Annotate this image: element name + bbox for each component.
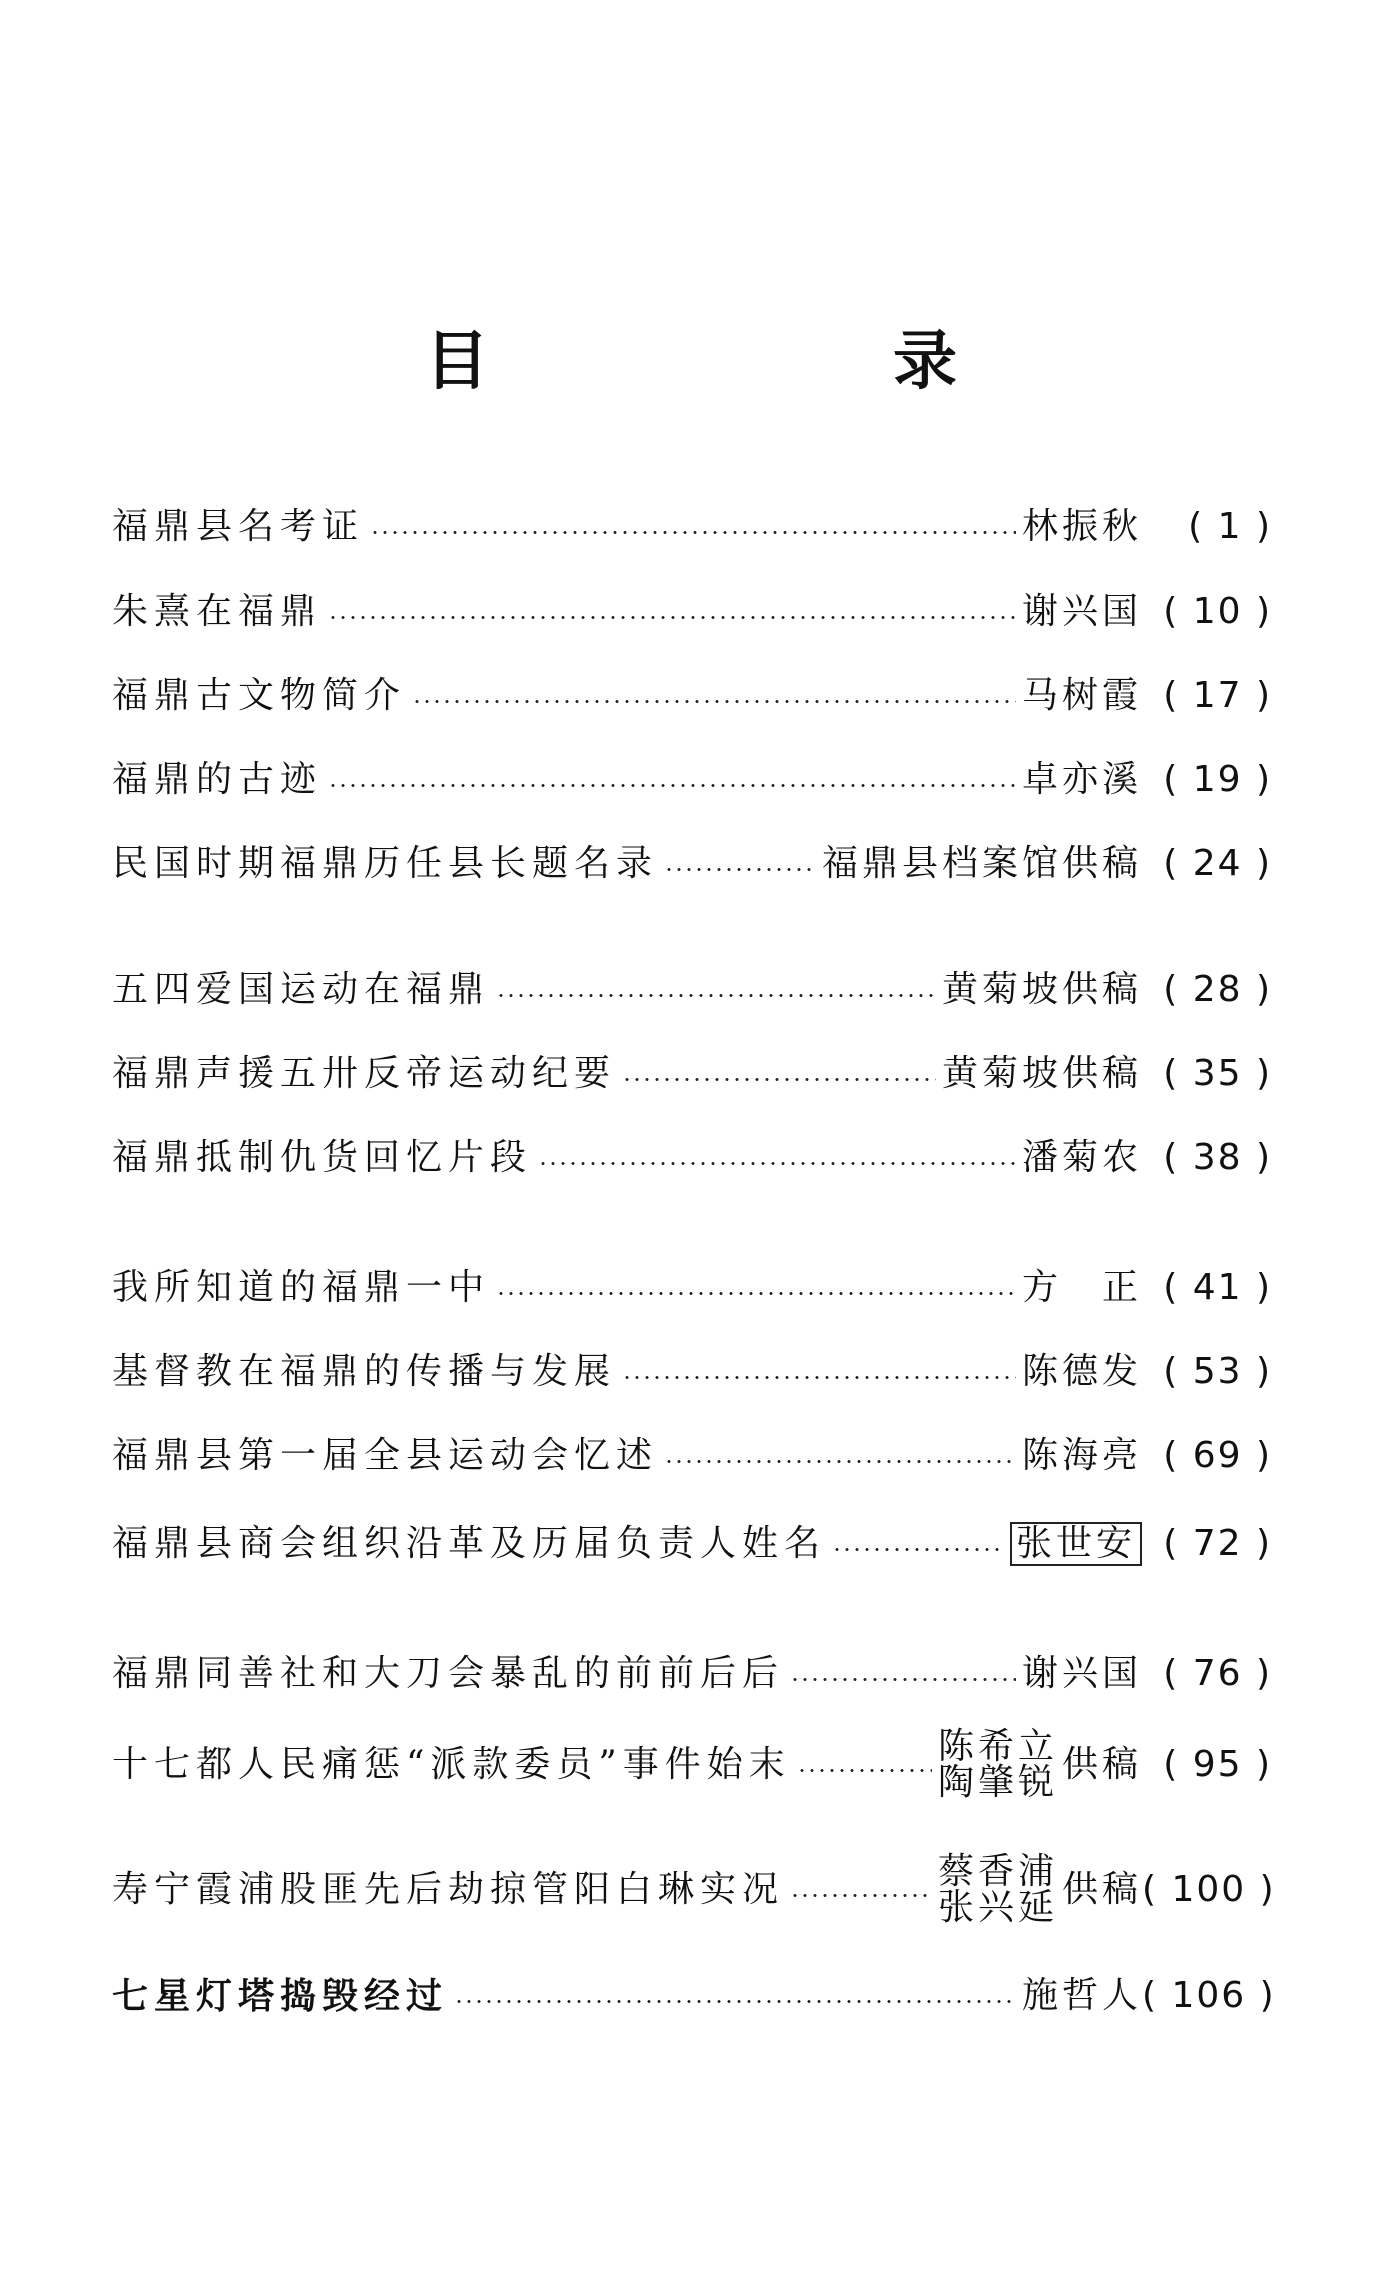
entry-title: 寿宁霞浦股匪先后劫掠管阳白琳实况 bbox=[112, 1869, 785, 1910]
entry-author: 张世安 bbox=[1010, 1522, 1142, 1566]
toc-entry bbox=[112, 950, 1272, 1030]
leader-dots bbox=[832, 1548, 1004, 1551]
entry-author: 林振秋 bbox=[1021, 506, 1142, 547]
entry-page: ( 106 ) bbox=[1142, 1975, 1276, 2016]
entry-page: ( 24 ) bbox=[1163, 843, 1272, 884]
entry-author: 谢兴国 bbox=[1021, 1653, 1142, 1694]
entry-title: 福鼎同善社和大刀会暴乱的前前后后 bbox=[112, 1653, 785, 1694]
entry-authors bbox=[937, 1851, 1058, 1928]
toc-entry bbox=[112, 1956, 1276, 2036]
leader-dots bbox=[370, 531, 1016, 534]
leader-dots bbox=[790, 1894, 932, 1897]
entry-page: ( 10 ) bbox=[1163, 591, 1272, 632]
entry-page: ( 17 ) bbox=[1163, 675, 1272, 716]
leader-dots bbox=[454, 2000, 1016, 2003]
entry-author: 潘菊农 bbox=[1021, 1137, 1142, 1178]
entry-author: 谢兴国 bbox=[1021, 591, 1142, 632]
toc-entry bbox=[112, 487, 1272, 567]
entry-author: 福鼎县档案馆供稿 bbox=[821, 843, 1142, 884]
entry-title: 民国时期福鼎历任县长题名录 bbox=[112, 843, 659, 884]
toc-entry bbox=[112, 656, 1272, 736]
toc-entry bbox=[112, 824, 1272, 904]
entry-title: 福鼎声援五卅反帝运动纪要 bbox=[112, 1053, 617, 1094]
toc-entry bbox=[112, 1504, 1272, 1584]
leader-dots bbox=[328, 616, 1016, 619]
toc-entry bbox=[112, 1850, 1276, 1930]
entry-title: 福鼎古文物简介 bbox=[112, 675, 407, 716]
entry-page: ( 35 ) bbox=[1163, 1053, 1272, 1094]
leader-dots bbox=[496, 1292, 1016, 1295]
leader-dots bbox=[496, 994, 936, 997]
entry-author: 陈德发 bbox=[1021, 1351, 1142, 1392]
entry-page: ( 100 ) bbox=[1142, 1869, 1276, 1910]
entry-author: 马树霞 bbox=[1021, 675, 1142, 716]
entry-page: ( 38 ) bbox=[1163, 1137, 1272, 1178]
entry-title: 五四爱国运动在福鼎 bbox=[112, 969, 491, 1010]
entry-page: ( 69 ) bbox=[1163, 1435, 1272, 1476]
leader-dots bbox=[797, 1769, 932, 1772]
leader-dots bbox=[664, 868, 816, 871]
leader-dots bbox=[622, 1078, 936, 1081]
entry-page: ( 1 ) bbox=[1188, 506, 1272, 547]
entry-page: ( 19 ) bbox=[1163, 759, 1272, 800]
toc-entry bbox=[112, 1332, 1272, 1412]
leader-dots bbox=[412, 700, 1016, 703]
entry-title: 基督教在福鼎的传播与发展 bbox=[112, 1351, 617, 1392]
entry-author-suffix: 供稿 bbox=[1061, 1869, 1142, 1910]
toc-entry bbox=[112, 1416, 1272, 1496]
entry-authors bbox=[937, 1726, 1058, 1803]
toc-entry bbox=[112, 572, 1272, 652]
entry-page: ( 53 ) bbox=[1163, 1351, 1272, 1392]
entry-author: 卓亦溪 bbox=[1021, 759, 1142, 800]
entry-title: 福鼎的古迹 bbox=[112, 759, 323, 800]
toc-entry bbox=[112, 740, 1272, 820]
leader-dots bbox=[328, 784, 1016, 787]
entry-author: 黄菊坡供稿 bbox=[941, 969, 1142, 1010]
entry-title: 我所知道的福鼎一中 bbox=[112, 1267, 491, 1308]
leader-dots bbox=[622, 1376, 1016, 1379]
entry-title: 福鼎县商会组织沿革及历届负责人姓名 bbox=[112, 1523, 827, 1564]
entry-author: 施哲人 bbox=[1021, 1975, 1142, 2016]
toc-entry bbox=[112, 1725, 1272, 1805]
entry-author: 黄菊坡供稿 bbox=[941, 1053, 1142, 1094]
entry-author: 陶肇锐 bbox=[937, 1762, 1058, 1803]
toc-entry bbox=[112, 1248, 1272, 1328]
entry-author: 陈希立 bbox=[937, 1726, 1058, 1767]
entry-page: ( 41 ) bbox=[1163, 1267, 1272, 1308]
leader-dots bbox=[790, 1678, 1016, 1681]
entry-author: 张兴延 bbox=[937, 1887, 1058, 1928]
toc-entry bbox=[112, 1034, 1272, 1114]
leader-dots bbox=[538, 1162, 1016, 1165]
entry-title: 福鼎抵制仇货回忆片段 bbox=[112, 1137, 533, 1178]
entry-page: ( 76 ) bbox=[1163, 1653, 1272, 1694]
page-title: 目 录 bbox=[425, 325, 1127, 399]
entry-author: 方 正 bbox=[1021, 1267, 1142, 1308]
entry-page: ( 95 ) bbox=[1163, 1744, 1272, 1785]
entry-title: 朱熹在福鼎 bbox=[112, 591, 323, 632]
entry-title: 福鼎县名考证 bbox=[112, 506, 365, 547]
toc-entry bbox=[112, 1118, 1272, 1198]
entry-page: ( 28 ) bbox=[1163, 969, 1272, 1010]
entry-page: ( 72 ) bbox=[1163, 1523, 1272, 1564]
entry-author: 蔡香浦 bbox=[937, 1851, 1058, 1892]
entry-author: 陈海亮 bbox=[1021, 1435, 1142, 1476]
toc-entry bbox=[112, 1634, 1272, 1714]
entry-author-suffix: 供稿 bbox=[1061, 1744, 1142, 1785]
leader-dots bbox=[664, 1460, 1016, 1463]
entry-title: 福鼎县第一届全县运动会忆述 bbox=[112, 1435, 659, 1476]
entry-title: 七星灯塔捣毁经过 bbox=[112, 1975, 449, 2017]
entry-title: 十七都人民痛惩“派款委员”事件始末 bbox=[112, 1744, 791, 1785]
